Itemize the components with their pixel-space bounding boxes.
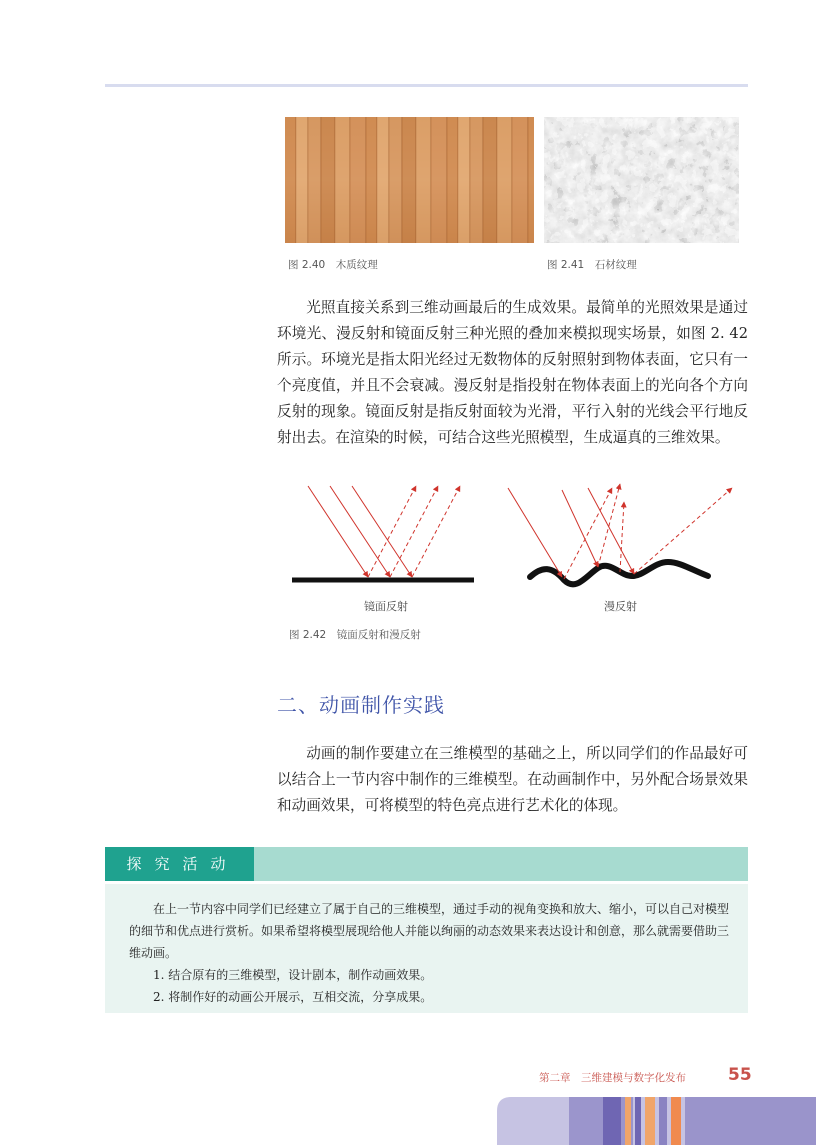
activity-title: 探究活动 (105, 847, 254, 881)
figure-caption-wood: 图 2.40 木质纹理 (288, 259, 378, 271)
header-rule (105, 84, 748, 87)
decorative-corner-bars (497, 1097, 816, 1145)
diffuse-label: 漫反射 (604, 600, 637, 613)
diffuse-reflection-illustration (508, 484, 732, 613)
footer-chapter-title: 第二章 三维建模与数字化发布 (539, 1072, 686, 1084)
stone-texture-image (544, 117, 739, 243)
reflection-diagram (280, 478, 740, 623)
body-paragraph-lighting: 光照直接关系到三维动画最后的生成效果。最简单的光照效果是通过环境光、漫反射和镜面反射三种光照的叠加来模拟现实场景，如图 2. 42 所示。环境光是指太阳光经过无数物体的反射照射到物体表面，它只有一个亮度值，并且不会衰减。漫反射是指投射在物体表面上的光向各个方向反射的现象。镜面反射是指反射面较为光滑，平行入射的光线会平行地反射出去。在渲染的时候，可结合这些光照模型，生成逼真的三维效果。 (277, 299, 748, 446)
section-title: 二、动画制作实践 (277, 693, 445, 717)
activity-intro: 在上一节内容中同学们已经建立了属于自己的三维模型，通过手动的视角变换和放大、缩小，可以自己对模型的细节和优点进行赏析。如果希望将模型展现给他人并能以绚丽的动态效果来表达设计和创意，那么就需要借助三维动画。 (129, 902, 730, 960)
body-paragraph-animation: 动画的制作要建立在三维模型的基础之上，所以同学们的作品最好可以结合上一节内容中制作的三维模型。在动画制作中，另外配合场景效果和动画效果，可将模型的特色亮点进行艺术化的体现。 (277, 745, 748, 814)
specular-reflection-illustration (292, 486, 474, 613)
activity-box (105, 884, 748, 1013)
specular-label: 镜面反射 (364, 600, 408, 613)
figure-caption-stone: 图 2.41 石材纹理 (547, 259, 637, 271)
activity-item: 2. 将制作好的动画公开展示，互相交流，分享成果。 (153, 990, 433, 1004)
activity-item: 1. 结合原有的三维模型，设计剧本，制作动画效果。 (153, 968, 433, 982)
wood-texture-image (285, 117, 534, 243)
page-number: 55 (728, 1065, 752, 1085)
figure-caption-reflection: 图 2.42 镜面反射和漫反射 (289, 629, 421, 641)
